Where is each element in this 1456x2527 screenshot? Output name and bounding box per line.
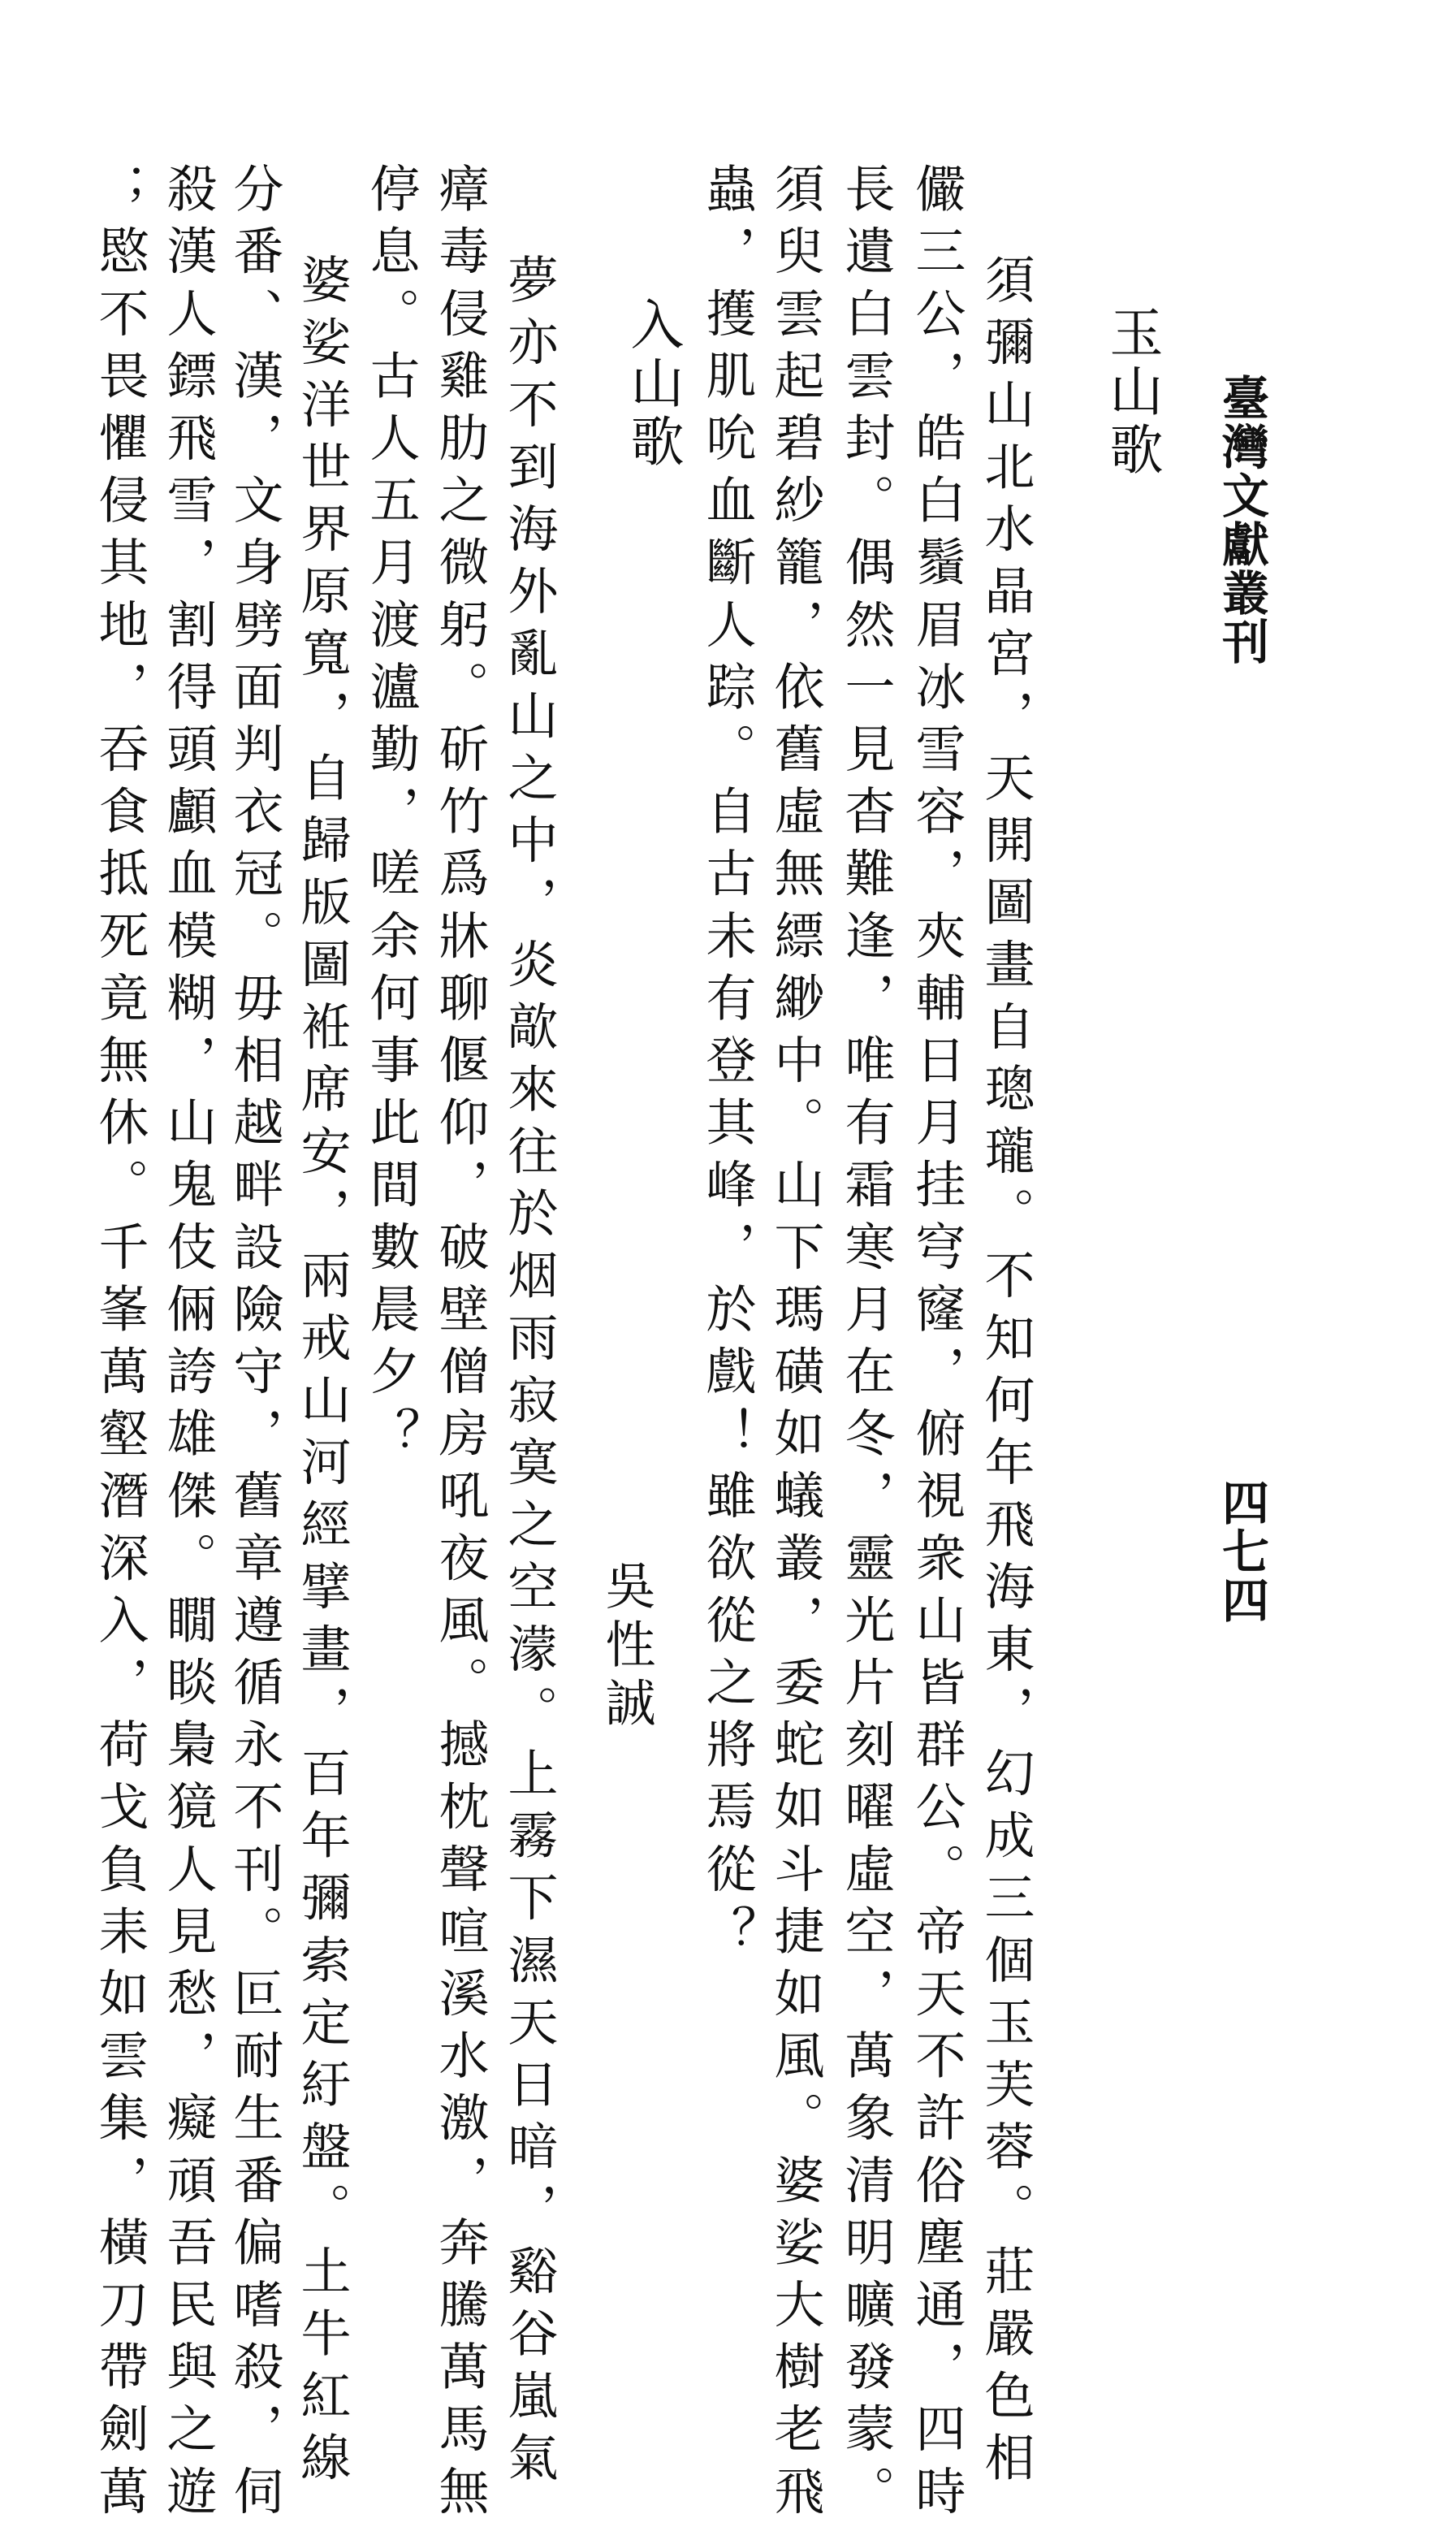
poem-line: 分番、漢，文身劈面判衣冠。毋相越畔設險守，舊章遵循永不刊。叵耐生番偏嗜殺，伺 [225, 162, 284, 2527]
poem-line: 須臾雲起碧紗籠，依舊虛無縹緲中。山下瑪磺如蟻叢，委蛇如斗捷如風。婆娑大樹老飛 [766, 162, 825, 2527]
poem-line: 停息。古人五月渡瀘勤，嗟余何事此間數晨夕？ [361, 162, 421, 1469]
poem-line: 瘴毒侵雞肋之微躬。斫竹爲牀聊偃仰，破壁僧房吼夜風。撼枕聲喧溪水激，奔騰萬馬無 [430, 162, 490, 2527]
poem-line: 蟲，擭肌吮血斷人踪。自古未有登其峰，於戲！雖欲從之將焉從？ [698, 162, 757, 1967]
poem-line: 夢亦不到海外亂山之中，炎歊來往於烟雨寂寞之空濛。上霧下濕天日暗，谿谷嵐氣 [499, 253, 559, 2494]
poem-line: 婆娑洋世界原寬，自歸版圖袵席安，兩戒山河經擘畫，百年彌索定紆盤。土牛紅線 [292, 253, 352, 2494]
poem-title-yushan: 玉山歌 [1100, 305, 1163, 480]
poem-line: 須彌山北水晶宮，天開圖畫自璁瓏。不知何年飛海東，幻成三個玉芙蓉。莊嚴色相 [976, 253, 1035, 2494]
poem-line: ；愍不畏懼侵其地，吞食抵死竟無休。千峯萬壑潛深入，荷戈負耒如雲集，橫刀帶劍萬 [90, 162, 149, 2527]
poem-line: 儼三公，皓白鬚眉冰雪容，夾輔日月挂穹窿，俯視衆山皆群公。帝天不許俗塵通，四時 [907, 162, 966, 2527]
running-title: 臺灣文獻叢刊 [1214, 374, 1269, 666]
poem-title-rushan: 入山歌 [621, 296, 684, 472]
poem-line: 長遺白雲封。偶然一見杳難逢，唯有霜寒月在冬，靈光片刻曜虛空，萬象清明曠發蒙。 [836, 162, 896, 2527]
poem-author: 吳性誠 [597, 1560, 656, 1735]
poem-line: 殺漢人鏢飛雪，割得頭顱血模糊，山鬼伎倆誇雄傑。瞯睒梟獍人見愁，癡頑吾民與之遊 [158, 162, 218, 2527]
page-number: 四七四 [1214, 1478, 1269, 1625]
